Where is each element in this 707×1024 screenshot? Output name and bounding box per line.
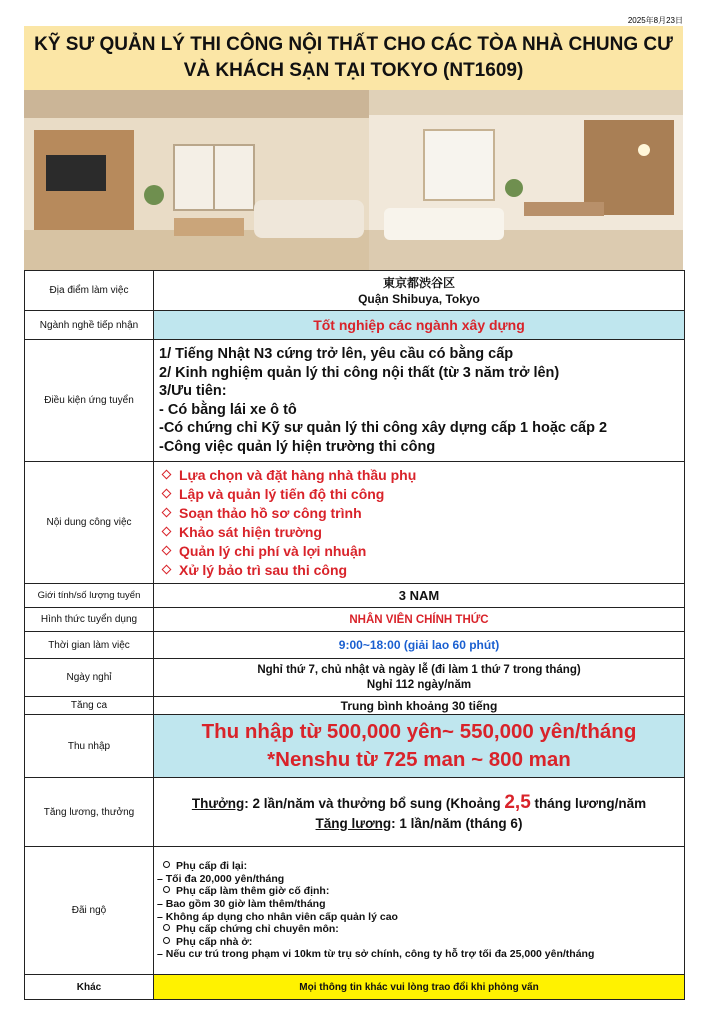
task-text: Khảo sát hiện trường bbox=[179, 523, 322, 540]
condition-line: 3/Ưu tiên: bbox=[159, 383, 227, 399]
task-item bbox=[154, 504, 684, 523]
other-value: Mọi thông tin khác vui lòng trao đổi khi phỏng vấn bbox=[154, 975, 685, 1000]
holidays-line-2: Nghỉ 112 ngày/năm bbox=[366, 678, 472, 691]
location-jp: 東京都渋谷区 bbox=[382, 275, 455, 290]
task-text: Soạn thảo hồ sơ công trình bbox=[179, 504, 362, 521]
employment-row bbox=[25, 608, 685, 632]
perk-text: Phụ cấp nhà ở: bbox=[176, 935, 253, 948]
job-info-table bbox=[24, 270, 685, 1000]
bonus-post: tháng lương/năm bbox=[530, 795, 647, 811]
perk-text: Phụ cấp làm thêm giờ cố định: bbox=[176, 885, 330, 898]
raise-text: : 1 lần/năm (tháng 6) bbox=[391, 815, 523, 831]
overtime-label: Tăng ca bbox=[25, 697, 154, 715]
job-title: KỸ SƯ QUẢN LÝ THI CÔNG NỘI THẤT CHO CÁC TÒA NHÀ CHUNG CƯ VÀ KHÁCH SẠN TẠI TOKYO (NT1609) bbox=[34, 34, 673, 81]
income-label: Thu nhập bbox=[25, 715, 154, 778]
location-label: Địa điểm làm việc bbox=[25, 271, 154, 311]
tasks-value bbox=[154, 462, 685, 584]
bonus-title: Thưởng bbox=[191, 795, 245, 811]
diamond-bullet-icon bbox=[162, 488, 172, 498]
task-text: Xử lý bảo trì sau thi công bbox=[179, 561, 348, 578]
other-label: Khác bbox=[25, 975, 154, 1000]
gender-row bbox=[25, 584, 685, 608]
diamond-bullet-icon bbox=[162, 526, 172, 536]
interior-photo bbox=[24, 90, 683, 270]
perk-bullet-line bbox=[154, 885, 684, 898]
condition-line: - Có bằng lái xe ô tô bbox=[159, 401, 297, 418]
perk-text: Phụ cấp đi lại: bbox=[176, 860, 248, 873]
hours-label: Thời gian làm việc bbox=[25, 632, 154, 659]
circle-bullet-icon bbox=[163, 861, 170, 868]
condition-line: 2/ Kinh nghiệm quản lý thi công nội thất (từ 3 năm trở lên) bbox=[159, 364, 560, 381]
location-value bbox=[154, 271, 685, 311]
bonus-number: 2,5 bbox=[504, 791, 531, 813]
income-row bbox=[25, 715, 685, 778]
holidays-row bbox=[25, 659, 685, 697]
perk-bullet-line bbox=[154, 923, 684, 936]
raise-row bbox=[25, 778, 685, 847]
raise-line bbox=[154, 815, 684, 833]
task-item bbox=[154, 485, 684, 504]
bonus-pre: : 2 lần/năm và thưởng bổ sung (Khoảng bbox=[244, 795, 505, 811]
employment-label: Hình thức tuyển dụng bbox=[25, 608, 154, 632]
title-banner bbox=[24, 26, 683, 90]
perk-dash-line: – Nếu cư trú trong phạm vi 10km từ trụ sở chính, công ty hỗ trợ tối đa 25,000 yên/tháng bbox=[157, 948, 595, 961]
tasks-label: Nội dung công việc bbox=[25, 462, 154, 584]
industry-value: Tốt nghiệp các ngành xây dựng bbox=[154, 311, 685, 340]
gender-label: Giới tính/số lượng tuyển bbox=[25, 584, 154, 608]
income-line-2: *Nenshu từ 725 man ~ 800 man bbox=[267, 748, 571, 771]
task-text: Lập và quản lý tiến độ thi công bbox=[179, 485, 385, 502]
industry-row bbox=[25, 311, 685, 340]
perk-text: Phụ cấp chứng chỉ chuyên môn: bbox=[176, 923, 339, 936]
raise-label: Tăng lương, thưởng bbox=[25, 778, 154, 847]
perks-label: Đãi ngộ bbox=[25, 847, 154, 975]
circle-bullet-icon bbox=[163, 937, 170, 944]
conditions-label: Điều kiện ứng tuyển bbox=[25, 340, 154, 462]
interior-photo-illustration bbox=[24, 90, 683, 270]
task-text: Lựa chọn và đặt hàng nhà thầu phụ bbox=[179, 466, 417, 483]
perks-value bbox=[154, 847, 685, 975]
holidays-value bbox=[154, 659, 685, 697]
hours-value: 9:00~18:00 (giải lao 60 phút) bbox=[154, 632, 685, 659]
perk-dash-line: – Không áp dụng cho nhân viên cấp quản lý cao bbox=[157, 910, 398, 923]
location-row bbox=[25, 271, 685, 311]
holidays-label: Ngày nghỉ bbox=[25, 659, 154, 697]
overtime-value: Trung bình khoảng 30 tiếng bbox=[154, 697, 685, 715]
industry-label: Ngành nghề tiếp nhận bbox=[25, 311, 154, 340]
task-item bbox=[154, 523, 684, 542]
overtime-row bbox=[25, 697, 685, 715]
task-item bbox=[154, 542, 684, 561]
diamond-bullet-icon bbox=[162, 545, 172, 555]
task-item bbox=[154, 466, 684, 485]
condition-line: -Công việc quản lý hiện trường thi công bbox=[159, 438, 436, 455]
diamond-bullet-icon bbox=[162, 507, 172, 517]
holidays-line-1: Nghỉ thứ 7, chủ nhật và ngày lễ (đi làm 1 thứ 7 trong tháng) bbox=[257, 663, 581, 676]
condition-line: 1/ Tiếng Nhật N3 cứng trở lên, yêu cầu có bằng cấp bbox=[159, 346, 514, 362]
conditions-value bbox=[154, 340, 685, 462]
perk-bullet-line bbox=[154, 860, 684, 873]
diamond-bullet-icon bbox=[162, 469, 172, 479]
task-item bbox=[154, 561, 684, 580]
perks-row bbox=[25, 847, 685, 975]
circle-bullet-icon bbox=[163, 886, 170, 893]
location-vi: Quận Shibuya, Tokyo bbox=[358, 291, 480, 306]
perk-bullet-line bbox=[154, 936, 684, 949]
diamond-bullet-icon bbox=[162, 564, 172, 574]
raise-value bbox=[154, 778, 685, 847]
employment-value: NHÂN VIÊN CHÍNH THỨC bbox=[154, 608, 685, 632]
gender-value: 3 NAM bbox=[154, 584, 685, 608]
raise-title: Tăng lương bbox=[315, 815, 392, 831]
perk-dash-line: – Bao gồm 30 giờ làm thêm/tháng bbox=[157, 897, 326, 910]
income-value bbox=[154, 715, 685, 778]
bonus-line bbox=[154, 792, 684, 815]
task-text: Quản lý chi phí và lợi nhuận bbox=[179, 542, 367, 559]
circle-bullet-icon bbox=[163, 924, 170, 931]
document-date: 2025年8月23日 bbox=[627, 16, 683, 25]
condition-line: -Có chứng chỉ Kỹ sư quản lý thi công xây dựng cấp 1 hoặc cấp 2 bbox=[159, 420, 608, 436]
other-row bbox=[25, 975, 685, 1000]
tasks-row bbox=[25, 462, 685, 584]
hours-row bbox=[25, 632, 685, 659]
income-line-1: Thu nhập từ 500,000 yên~ 550,000 yên/tháng bbox=[201, 720, 637, 743]
perk-dash-line: – Tối đa 20,000 yên/tháng bbox=[157, 872, 285, 885]
conditions-row bbox=[25, 340, 685, 462]
